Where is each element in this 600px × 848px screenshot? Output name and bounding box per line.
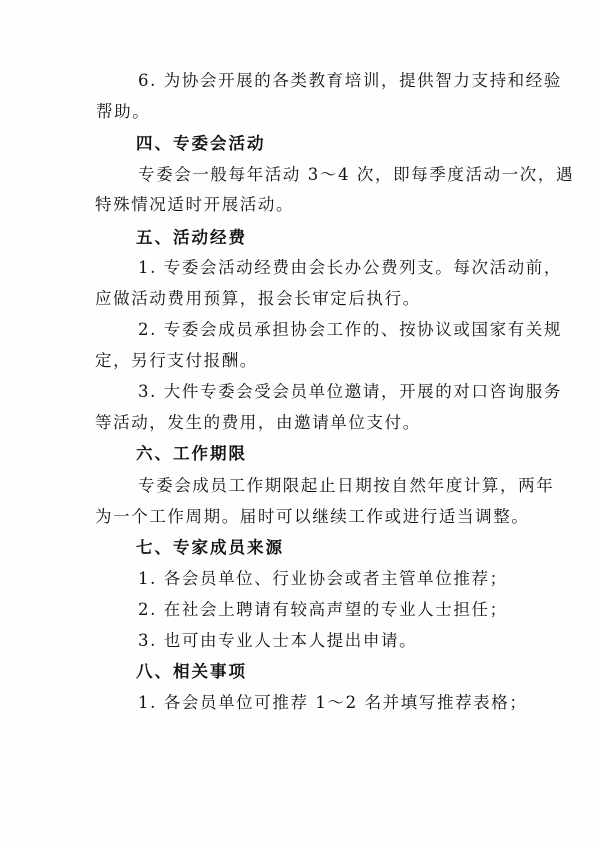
section-heading-5: 五、活动经费 — [136, 228, 247, 247]
section-6-line-1: 专委会成员工作期限起止日期按自然年度计算，两年 — [138, 476, 555, 495]
section-5-item-2-line-1: 2. 专委会成员承担协会工作的、按协议或国家有关规 — [138, 320, 562, 339]
section-6-line-2: 为一个工作周期。届时可以继续工作或进行适当调整。 — [95, 507, 530, 526]
section-5-item-1-line-1: 1. 专委会活动经费由会长办公费列支。每次活动前， — [138, 258, 562, 277]
section-7-item-3: 3. 也可由专业人士本人提出申请。 — [138, 631, 418, 650]
section-4-line-1: 专委会一般每年活动 3～4 次，即每季度活动一次，遇 — [138, 165, 575, 184]
section-heading-7: 七、专家成员来源 — [136, 538, 284, 557]
section-heading-6: 六、工作期限 — [136, 444, 247, 463]
paragraph-6-line-2: 帮助。 — [96, 102, 151, 121]
section-4-line-2: 特殊情况适时开展活动。 — [95, 195, 295, 214]
section-7-item-1: 1. 各会员单位、行业协会或者主管单位推荐； — [138, 569, 508, 588]
section-8-item-1: 1. 各会员单位可推荐 1～2 名并填写推荐表格； — [138, 693, 528, 712]
section-heading-8: 八、相关事项 — [136, 662, 247, 681]
section-7-item-2: 2. 在社会上聘请有较高声望的专业人士担任； — [138, 600, 508, 619]
section-5-item-3-line-2: 等活动，发生的费用，由邀请单位支付。 — [95, 413, 421, 432]
section-5-item-1-line-2: 应做活动费用预算，报会长审定后执行。 — [95, 289, 421, 308]
section-heading-4: 四、专委会活动 — [136, 134, 266, 153]
paragraph-6-line-1: 6. 为协会开展的各类教育培训，提供智力支持和经验 — [138, 71, 562, 90]
section-5-item-3-line-1: 3. 大件专委会受会员单位邀请，开展的对口咨询服务 — [138, 382, 562, 401]
section-5-item-2-line-2: 定，另行支付报酬。 — [95, 351, 258, 370]
